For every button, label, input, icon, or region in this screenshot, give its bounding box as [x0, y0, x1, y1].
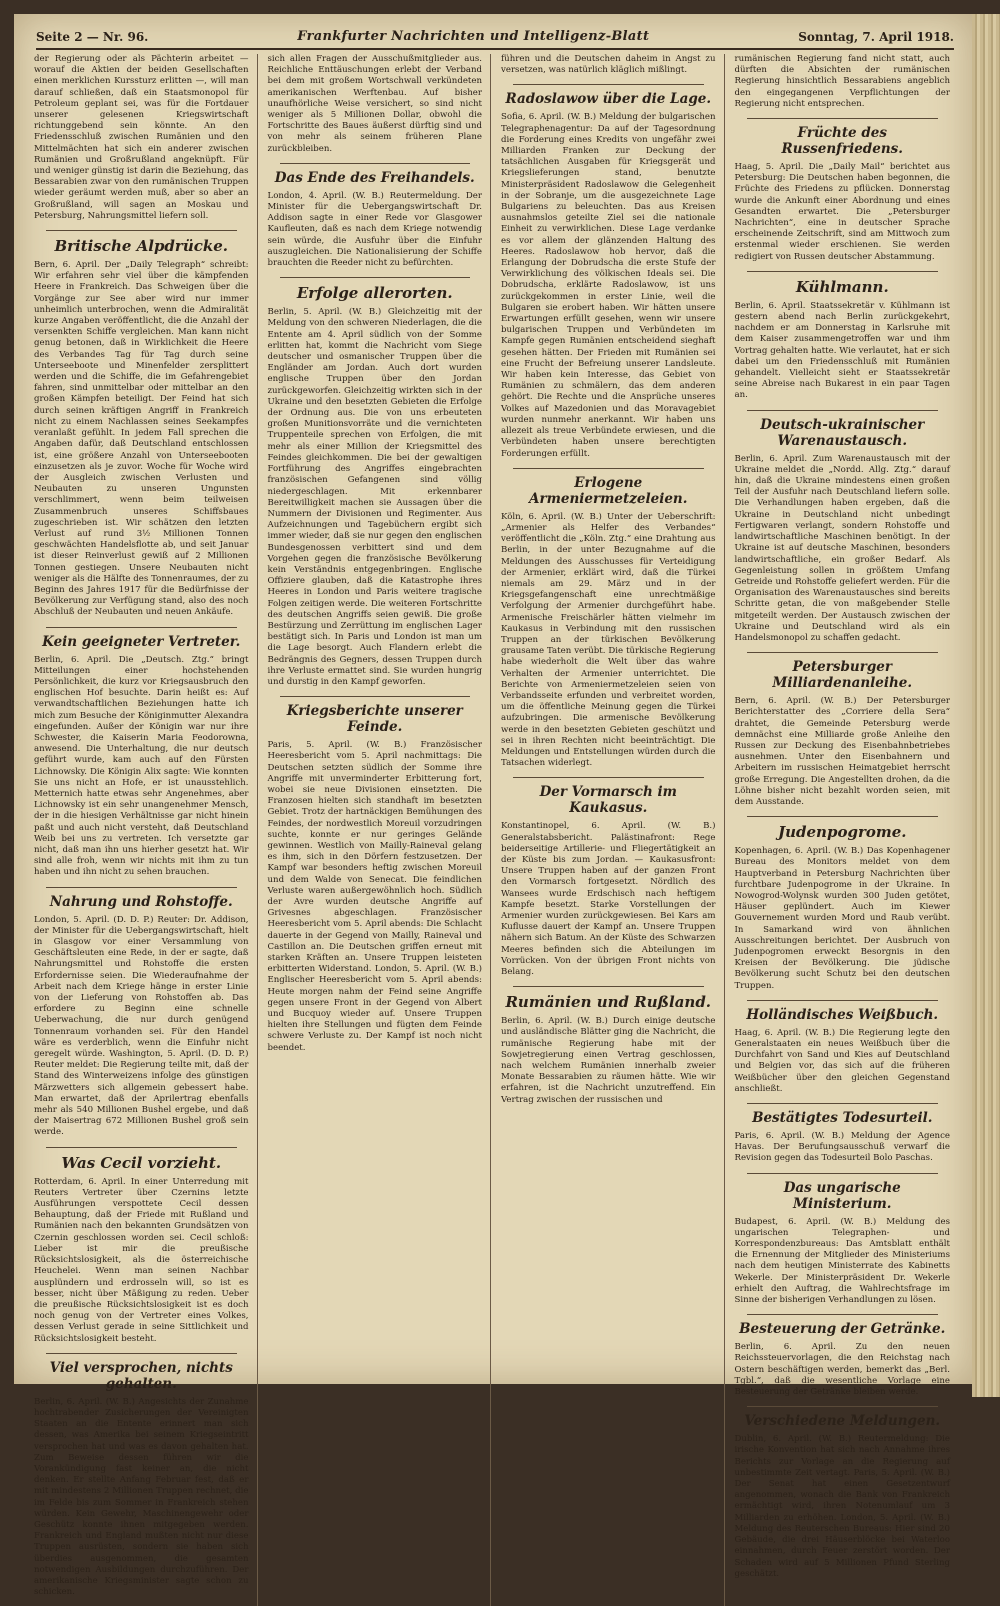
article-divider — [747, 118, 939, 119]
masthead — [36, 22, 954, 50]
article — [735, 125, 951, 263]
article — [735, 417, 951, 644]
article-body: Paris, 5. April. (W. B.) Französischer Heeresbericht vom 5. April nachmittags: Die Deutschen setzten südlich der Somme ihre Angriffe mit unverminderter Erbitterung fort, wobei sie neue Divisionen einsetzten. Die Franzosen hielten sich standhaft im besetzten Gebiet. Trotz der hartnäckigen Bemühungen des Feindes, der nordwestlich Moreuil vorzudringen suchte, konnte er nur geringes Gelände gewinnen. Westlich von Mailly-Raineval gelang es ihm, sich in den Dörfern festzusetzen. Der Kampf war besonders heftig zwischen Moreuil und dem Walde von Senecat. Die feindlichen Verluste waren außergewöhnlich hoch. Südlich der Avre wurden deutsche Angriffe auf Grivesnes abgeschlagen. Französischer Heeresbericht vom 5. April abends: Die Schlacht dauerte in der Gegend von Mailly, Raineval und Castillon an. Die Deutschen griffen erneut mit starken Kräften an. Unsere Truppen leisteten erbitterten Widerstand. London, 5. April. (W. B.) Englischer Heeresbericht vom 5. April abends: Heute morgen nahm der Feind seine Angriffe gegen unsere Front in der Gegend von Albert und Bucquoy wieder auf. Unsere Truppen hielten ihre Stellungen und fügten dem Feinde schwere Verluste zu. Der Kampf ist noch nicht beendet. — [267, 740, 482, 1053]
article — [735, 1180, 951, 1307]
article-divider — [280, 696, 471, 697]
article — [501, 54, 716, 76]
article-heading: Holländisches Weißbuch. — [746, 1006, 939, 1023]
newspaper-page — [14, 14, 972, 1598]
article — [34, 54, 249, 222]
article-body: Berlin, 6. April. (W. B.) Angesichts der Zunahme hochtrabender Zusicherungen der Vereinigten Staaten an die Entente erinnert man sich dessen, was Amerika bei seinem Kriegseintritt versprochen hat und was es davon gehalten hat. Zum Beweise dessen führen wir die Vorankündigung fast keiner an, die nicht denken. Er stellte Anfang Februar fest, daß er mit mindestens 2 Millionen Truppen rechnet, die im Felde bis zum Sommer in Frankreich stehen würden. Kein Gewehr, Maschinengewehr oder Geschütz konnte ihnen mitgegeben werden. Frankreich und England mußten nicht nur diese Truppen ausrüsten, sondern sie haben sich überdies ausgenommen, die gesamten notwendigen Ausbildungen durchzuführen. Der amerikanische Kriegsminister sagte schon zu schicken. — [34, 1396, 249, 1598]
article-body: Berlin, 6. April. Die „Deutsch. Ztg.“ bringt Mitteilungen einer hochstehenden Persönlichkeit, die kurz vor Kriegsausbruch den englischen Hof besuchte. Darin heißt es: Auf verwandtschaftlichen Beziehungen hatte ich mich zum Besuche der Königinmutter Alexandra eingefunden. Außer der Königin war nur ihre Schwester, die Kaiserin Maria Feodorowna, anwesend. Die Unterhaltung, die nur deutsch geführt wurde, kam auch auf den Fürsten Lichnowsky. Die Königin Alix sagte: Wie konnten Sie uns nicht an Hofe, er ist unausstehlich. Metternich hatte etwas sehr Angenehmes, aber Lichnowsky ist ein sehr unangenehmer Mensch, der in die hiesigen Verhältnisse gar nicht hinein paßt und auch nicht versteht, daß Deutschland Weib bei uns zu vertreten. Ich versetzte gar nicht, daß man ihn uns hierher gesetzt hat. Wir sind alle froh, wenn wir nichts mit ihm zu tun haben und ihn nicht zu sehen brauchen. — [34, 654, 249, 878]
article-divider — [747, 410, 939, 411]
article-divider — [513, 84, 704, 85]
article-heading: Nahrung und Rohstoffe. — [49, 893, 233, 910]
article-body: Rotterdam, 6. April. In einer Unterredung mit Reuters Vertreter über Czernins letzte Ausführungen verspottete Cecil dessen Behauptung, daß der Friede mit Rußland und Rumänien nach den bekannten Grundsätzen von Czernin geschlossen worden sei. Cecil schloß: Lieber ist mir die preußische Rücksichtslosigkeit, als die österreichische Heuchelei. Wenn man seinen Nachbar ausplündern und erdrosseln will, so ist es besser, nicht über Mäßigung zu reden. Ueber die preußische Rücksichtslosigkeit ist es doch noch genug von der Vertreter eines Volkes, dessen Verlust gerade in seine Sittlichkeit und Rücksichtslosigkeit besteht. — [34, 1176, 249, 1344]
article-heading: Kein geeigneter Vertreter. — [42, 633, 241, 650]
article-heading: Britische Alpdrücke. — [54, 237, 229, 256]
article — [501, 91, 716, 459]
article-body: Berlin, 6. April. Zum Warenaustausch mit der Ukraine meldet die „Nordd. Allg. Ztg.“ darauf hin, daß die Ukraine mindestens einen großen Teil der Ausfuhr nach Deutschland liefern solle. Die Verhandlungen haben ergeben, daß die Ukraine in Deutschland nicht unbedingt Fertigwaren verlangt, sondern Rohstoffe und landwirtschaftliche Maschinen benötigt. In der Ukraine ist auf deutsche Maschinen, besonders landwirtschaftliche, ein großer Bedarf. Als Gegenleistung sollen in größtem Umfang Getreide und Rohstoffe geliefert werden. Für die Organisation des Warenaustausches sind bereits Schritte getan, die von maßgebender Stelle mitgeteilt werden. Der Austausch zwischen der Ukraine und Deutschland wird als ein Handelsmonopol zu schaffen gedacht. — [734, 453, 950, 643]
article-body: der Regierung oder als Pächterin arbeitet — worauf die Aktien der beiden Gesellschaften einen merklichen Kurssturz erlitten —, will man darauf schließen, daß ein Staatsmonopol für Petroleum geplant sei, was für die Fortdauer unserer gelesenen Kriegswirtschaft richtunggebend sein könnte. An den Friedensschluß zwischen Rumänien und den Mittelmächten hat sich ein anderer zwischen Rumänien und Großrußland angeknüpft. Für und weniger günstig ist darin die Beziehung, das Bessarabien zwar von den rumänischen Truppen wieder geräumt werden muß, aber so aber an Großrußland, will sagen an Moskau und Petersburg, Nahrungsmittel liefern soll. — [34, 54, 249, 221]
article-divider — [747, 816, 939, 817]
page-number: Seite 2 — Nr. 96. — [36, 30, 149, 44]
column-2 — [268, 54, 492, 1606]
article-divider — [46, 1147, 237, 1148]
article-heading: Früchte des Russenfriedens. — [781, 125, 903, 158]
article-body: Dublin, 6. April. (W. B.) Reutermeldung: Die irische Konvention hat sich nach Annahme ihres Berichts zur Vorlage an die Regierung auf unbestimmte Zeit vertagt. Paris, 5. April. (W. B.) Der Senat hat einen Gesetzentwurf angenommen, wonach die Bank von Frankreich ermächtigt wird, ihren Notenumlauf um 3 Milliarden zu erhöhen. London, 5. April. (W. B.) Meldung des Reuterschen Bureaus: Hier sind 20 Gebäude, die drei Häuserblöcke bei Waterloo einnahmen, durch Feuer zerstört worden. Der Schaden wird auf 5 Millionen Pfund Sterling geschätzt. — [734, 1434, 950, 1579]
article-body: Berlin, 5. April. (W. B.) Gleichzeitig mit der Meldung von den schweren Niederlagen, die die Entente am 4. April südlich von der Somme erlitten hat, kommt die Nachricht vom Siege deutscher und osmanischer Truppen über die Engländer am Jordan. Auch dort wurden englische Truppen über den Jordan zurückgeworfen. Gleichzeitig wirkten sich in der Ukraine und den besetzten Gebieten die Erfolge der Ordnung aus. Die von uns erbeuteten großen Munitionsvorräte und die vernichteten Truppenteile sprechen von Erfolgen, die mit mehr als einer Million der Kriegsmittel des Feindes gleichkommen. Die bei der gewaltigen Fortführung des Angriffes eingebrachten französischen Gefangenen sind völlig niedergeschlagen. Mit erkennbarer Bereitwilligkeit machen sie Aussagen über die Nummern der Divisionen und Regimenter. Aus Aufzeichnungen und Tagebüchern ergibt sich immer wieder, daß sie nur gegen den englischen Bundesgenossen verbittert sind und dem Vorgehen gegen die französische Bevölkerung kein Verständnis entgegenbringen. Englische Offiziere glauben, daß die Katastrophe ihres Heeres in London und Paris weitere tragische Folgen zeitigen werde. Die weiteren Fortschritte des deutschen Angriffs seien gewiß. Die große Bestürzung und Zerrüttung im englischen Lager bestätigt sich. In Paris und London ist man um die Lage besorgt. Auch Flandern erlebt die Bedrängnis des Gegners, dessen Truppen durch ihre Verluste ermattet sind. Sie wurden hungrig und durstig in den Kampf geworfen. — [267, 307, 482, 687]
article-divider — [747, 1406, 939, 1407]
article-body: Budapest, 6. April. (W. B.) Meldung des ungarischen Telegraphen- und Korrespondenzbureaus: Das Amtsblatt enthält die Ernennung der Mitglieder des Ministeriums nach dem heutigen Ministerrate des Kabinetts Wekerle. Der Ministerpräsident Dr. Wekerle erhielt den Auftrag, die Wahlrechtsfrage im Sinne der bisherigen Verhandlungen zu lösen. — [734, 1216, 950, 1306]
article-body: Berlin, 6. April. Staatssekretär v. Kühlmann ist gestern abend nach Berlin zurückgekehrt, nachdem er am Donnerstag in Karlsruhe mit dem Kaiser zusammengetroffen war und ihm Vortrag gehalten hatte. Wie verlautet, hat er sich dabei um den Friedensschluß mit Rumänien gehandelt. Vielleicht sieht er Staatssekretär seine Abreise nach Bukarest in ein paar Tagen an. — [734, 300, 950, 401]
article-body: sich allen Fragen der Ausschußmitglieder aus. Reichliche Enttäuschungen erlebt der Verband bei dem mit großem Wortschwall verkündeten amerikanischen Werftenbau. Auf bisher unaufhörliche Weise versichert, so sind nicht weniger als 5 Millionen Dollar, obwohl die Fortschritte des Baues äußerst dürftig sind und von mehr als seinem früheren Plane zurückbleiben. — [267, 54, 482, 154]
article-heading: Judenpogrome. — [778, 823, 907, 842]
article-heading: Deutsch-ukrainischer Warenaustausch. — [760, 416, 925, 449]
column-4 — [735, 54, 959, 1606]
article-divider — [747, 1173, 939, 1174]
article — [268, 284, 483, 688]
article-heading: Was Cecil vorzieht. — [61, 1153, 222, 1172]
article — [735, 1413, 951, 1580]
article — [268, 170, 483, 269]
article-body: rumänischen Regierung fand nicht statt, auch dürften die Absichten der rumänischen Regierung hinsichtlich Bessarabiens angeblich den eingegangenen Verpflichtungen der Regierung nicht entsprechen. — [734, 54, 950, 109]
article-heading: Viel versprochen, nichts gehalten. — [49, 1359, 233, 1392]
article-divider — [280, 163, 471, 164]
article-divider — [280, 277, 471, 278]
article-divider — [46, 627, 237, 628]
article-heading: Petersburger Milliardenanleihe. — [772, 659, 913, 692]
article-body: Köln, 6. April. (W. B.) Unter der Ueberschrift: „Armenier als Helfer des Verbandes“ veröffentlicht die „Köln. Ztg.“ eine Drahtung aus Berlin, in der unter Bezugnahme auf die Meldungen des Ausschusses für Verteidigung der Armenier, erklärt wird, daß die Türkei niemals am 29. März und in der Kriegsgefangenschaft eine unrechtmäßige Verfolgung der Armenier durchgeführt habe. Armenische Freischärler hätten vielmehr im Kaukasus in Verbindung mit den russischen Truppen an der türkischen Bevölkerung grausame Taten verübt. Die türkische Regierung habe wiederholt die Welt über das wahre Verhalten der Armenier unterrichtet. Die Berichte von Armeniermetzeleien seien von Verbandsseite erfunden und verbreitet worden, um die öffentliche Meinung gegen die Türkei aufzubringen. Die armenische Bevölkerung werde in den besetzten Gebieten geschützt und sei in ihren Rechten nicht beeinträchtigt. Die Meldungen und Entstellungen würden durch die Tatsachen widerlegt. — [501, 511, 716, 769]
article — [34, 1360, 249, 1599]
article — [735, 1007, 951, 1095]
article-divider — [46, 887, 237, 888]
article-body: Bern, 6. April. Der „Daily Telegraph“ schreibt: Wir erfahren sehr viel über die kämpfenden Heere in Frankreich. Das Schweigen über die Vorgänge zur See aber wird nur immer unheimlich unterbrochen, wenn die Admiralität kurze Angaben veröffentlicht, die die Anzahl der versenkten Schiffe vergleichen. Man kann nicht genug betonen, daß in Wirklichkeit die Heere des Verbandes Tag für Tag durch seine Unterseeboote und Minenfelder zersplittert werden und die Schiffe, die im Gefahrengebiet fahren, sind unmittelbar oder mittelbar an den großen Kämpfen beteiligt. Der Feind hat sich durch seinen kräftigen Angriff in Frankreich nicht zu einem Nachlassen seines Seekampfes veranlaßt gefühlt. In jedem Fall sprechen die Angaben dafür, daß Deutschland entschlossen ist, eine größere Anzahl von Unterseebooten einzusetzen als je zuvor. Woche für Woche wird der Ausgleich zwischen Verlusten und Neubauten zu unseren Ungunsten verschlimmert, wenn beim teilweisen Zusammenbruch unseres Schiffsbaues zugeschrieben ist. Wir schätzen den letzten Verlust auf rund 3½ Millionen Tonnen geschwächten Handelsflotte ab, und seit Januar ist dieser Reinverlust gewiß auf 2 Millionen Tonnen gestiegen. Unsere Neubauten nicht weniger als die Hälfte des Tonnenraumes, der zu Beginn des Jahres 1917 für die Bedürfnisse der Bevölkerung zur Verfügung stand, also des noch Abschluß der Neubauten und neuen Ankäufe. — [34, 260, 249, 618]
article — [501, 993, 716, 1106]
article-heading: Besteuerung der Getränke. — [739, 1321, 946, 1338]
issue-date: Sonntag, 7. April 1918. — [798, 30, 954, 44]
article-heading: Kriegsberichte unserer Feinde. — [286, 703, 463, 736]
article-body: Haag, 6. April. (W. B.) Die Regierung legte den Generalstaaten ein neues Weißbuch über die Durchfahrt von Sand und Kies auf Deutschland und Belgien vor, das sich auf die früheren Weißbücher über den gleichen Gegenstand anschließt. — [734, 1027, 950, 1094]
article-heading: Das ungarische Ministerium. — [783, 1179, 901, 1212]
article-heading: Das Ende des Freihandels. — [274, 169, 475, 186]
article-divider — [513, 468, 704, 469]
article-divider — [513, 777, 704, 778]
text-columns — [34, 54, 958, 1598]
article-divider — [747, 652, 939, 653]
article — [34, 894, 249, 1139]
article-heading: Radoslawow über die Lage. — [505, 91, 712, 108]
article — [735, 1321, 951, 1398]
article-body: führen und die Deutschen daheim in Angst zu versetzen, was natürlich kläglich mißlingt. — [501, 54, 716, 76]
article-divider — [747, 271, 939, 272]
article — [34, 1154, 249, 1345]
article — [501, 784, 716, 978]
article-heading: Erfolge allerorten. — [296, 284, 453, 303]
article — [735, 1110, 951, 1165]
article — [735, 659, 951, 808]
article-heading: Der Vormarsch im Kaukasus. — [539, 784, 677, 817]
article-body: Konstantinopel, 6. April. (W. B.) Generalstabsbericht. Palästinafront: Rege beiderseitige Artillerie- und Fliegertätigkeit an der Küste bis zum Jordan. — Kaukasusfront: Unsere Truppen haben auf der ganzen Front den Vormarsch fortgesetzt. Nördlich des Wansees wurde Erdschisch nach heftigem Kampfe besetzt. Starke Vorstellungen der Armenier wurden zurückgewiesen. Bei Kars am Kuflusse dauert der Kampf an. Unsere Truppen nähern sich Batum. An der Küste des Schwarzen Meeres befinden sich die Abteilungen im Vorrücken. Von der übrigen Front nichts von Belang. — [501, 821, 716, 978]
article-divider — [46, 1353, 237, 1354]
article — [268, 703, 483, 1054]
article-body: Berlin, 6. April. (W. B.) Durch einige deutsche und ausländische Blätter ging die Nachricht, die rumänische Regierung habe mit der Sowjetregierung einen Vertrag geschlossen, nach welchem Rumänien innerhalb zweier Monate Bessarabien zu räumen hätte. Wie wir erfahren, ist die Nachricht unzutreffend. Ein Vertrag zwischen der russischen und — [501, 1016, 716, 1105]
article-body: Haag, 5. April. Die „Daily Mail“ berichtet aus Petersburg: Die Deutschen haben begonnen, die Früchte des Friedens zu pflücken. Donnerstag wurde die Ankunft einer Abordnung und eines Gesandten erwartet. Die „Petersburger Nachrichten“, eine in deutscher Sprache erscheinende Zeitschrift, sind am Mittwoch zum erstenmal wieder erschienen. Sie werden redigiert von Russen deutscher Abstammung. — [734, 162, 950, 262]
article — [34, 634, 249, 879]
article — [34, 237, 249, 619]
column-1 — [34, 54, 258, 1606]
article-divider — [747, 1103, 939, 1104]
newspaper-title: Frankfurter Nachrichten und Intelligenz-Blatt — [297, 29, 650, 44]
article-body: London, 4. April. (W. B.) Reutermeldung. Der Minister für die Uebergangswirtschaft Dr. Addison sagte in einer Rede vor Glasgower Kaufleuten, daß es nach dem Kriege notwendig sein würde, die Ausfuhr über die Einfuhr auszugleichen. Die Nationalisierung der Schiffe brauchten die Reeder nicht zu befürchten. — [267, 190, 482, 269]
column-3 — [501, 54, 725, 1606]
article-heading: Erlogene Armeniermetzeleien. — [529, 474, 688, 507]
page-edge-stack — [972, 14, 1000, 1397]
article-divider — [46, 230, 237, 231]
article — [501, 475, 716, 770]
article-heading: Verschiedene Meldungen. — [744, 1413, 941, 1430]
article-heading: Rumänien und Rußland. — [505, 993, 712, 1012]
article-body: Kopenhagen, 6. April. (W. B.) Das Kopenhagener Bureau des Monitors meldet von dem Hauptverband in Petersburg Nachrichten über furchtbare Judenpogrome in der Ukraine. In Nowogrod-Wolynsk wurden 300 Juden getötet, Häuser geplündert. Auch im Kiewer Gouvernement wurden Mord und Raub verübt. In Samarkand wird von ähnlichen Ausschreitungen berichtet. Der Ausbruch von Judenpogromen erweckt Besorgnis in den Kreisen der Bevölkerung. Die jüdische Bevölkerung sucht Schutz bei den deutschen Truppen. — [734, 846, 950, 991]
article — [735, 54, 951, 110]
article-body: London, 5. April. (D. D. P.) Reuter: Dr. Addison, der Minister für die Uebergangswirtschaft, hielt in Glasgow vor einer Versammlung von Geschäftsleuten eine Rede, in der er sagte, daß Nahrungsmittel und Rohstoffe die ersten Erfordernisse seien. Die Wiederaufnahme der Arbeit nach dem Kriege hänge in erster Linie von der Lieferung von Rohstoffen ab. Das erfordere zu Beginn eine schnelle Ueberwachung, die nur durch genügend Tonnenraum vorhanden sei. Für den Handel wäre es verderblich, wenn die Einfuhr nicht geregelt würde. Washington, 5. April. (D. D. P.) Reuter meldet: Die Regierung teilte mit, daß der Stand des Winterweizens infolge des günstigen Märzwetters sich allgemein gebessert habe. Man erwartet, daß der Aprilertrag ebenfalls mehr als 540 Millionen Bushel ergebe, und daß der Maisertrag 672 Millionen Bushel groß sein werde. — [34, 914, 249, 1138]
article-body: Berlin, 6. April. Zu den neuen Reichssteuervorlagen, die den Reichstag nach Ostern beschäftigen werden, bemerkt das „Berl. Tgbl.“, daß die wesentliche Vorlage eine Besteuerung der Getränke bleiben werde. — [734, 1342, 950, 1398]
article-heading: Kühlmann. — [795, 277, 889, 296]
article-heading: Bestätigtes Todesurteil. — [752, 1110, 933, 1127]
article-body: Paris, 6. April. (W. B.) Meldung der Agence Havas. Der Berufungsausschuß verwarf die Revision gegen das Todesurteil Bolo Paschas. — [734, 1131, 950, 1164]
article — [735, 823, 951, 992]
article-divider — [747, 1314, 939, 1315]
article-divider — [747, 1000, 939, 1001]
article — [735, 278, 951, 402]
article-body: Sofia, 6. April. (W. B.) Meldung der bulgarischen Telegraphenagentur: Da auf der Tagesordnung die Forderung eines Kredits von ungefähr zwei Milliarden Franken zur Deckung der tatsächlichen Ausgaben für Kriegsgerät und Kriegslieferungen stand, benutzte Ministerpräsident Radoslawow die Gelegenheit in der Sobranje, um die ausgezeichnete Lage Bulgariens zu beleuchten. Das aus Kreisen ausnahmslos geteilte Ziel sei die nationale Einheit zu verwirklichen. Diese Lage verdanke es vor allem der glänzenden Haltung des Heeres. Radoslawow hob hervor, daß die Erlangung der Dobrudscha die erste Stufe der Verwirklichung des völkischen Ideals sei. Die Dobrudscha, erklärte Radoslawow, ist uns zurückgekommen in erster Linie, weil die Bulgaren sie erobert haben. Wir hätten unsere Erwartungen erfüllt gesehen, wenn wir unsere bulgarischen Truppen und Verbündeten im Kampfe gegen Rumänien entscheidend sieghaft gesehen hätten. Der Frieden mit Rumänien sei eine Frucht der Befreiung unserer Landsleute. Wir haben kein Interesse, das Gebiet von Rumänien zu schmälern, das dem anderen gehört. Die Rechte und die Ansprüche unseres Volkes auf Mazedonien und das Moravagebiet wurden nunmehr anerkannt. Wir haben uns allezeit als treue Verbündete erwiesen, und die Verbündeten haben unsere berechtigten Forderungen erfüllt. — [501, 112, 716, 459]
article-body: Bern, 6. April. (W. B.) Der Petersburger Berichterstatter des „Corriere della Sera“ drahtet, die Gemeinde Petersburg werde demnächst eine Milliarde große Anleihe den Russen zur Deckung des Eisenbahnbetriebes ausnehmen. Unter den Eisenbahnern und Arbeitern im russischen Heimatgebiet herrscht große Erregung. Die Angestellten drohen, da die Löhne bisher nicht bezahlt worden seien, mit dem Ausstande. — [734, 696, 950, 807]
article — [268, 54, 483, 155]
article-divider — [513, 986, 704, 987]
